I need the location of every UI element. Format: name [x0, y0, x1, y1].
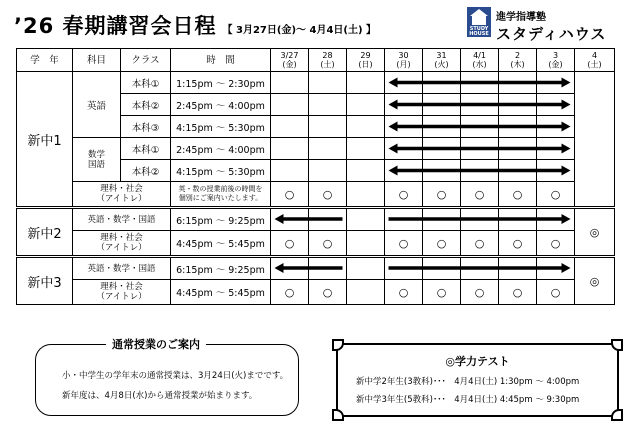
- circle-mark: ○: [537, 231, 575, 257]
- brand: [496, 8, 606, 44]
- day-header: 4 (土): [575, 49, 615, 72]
- page-title: [14, 10, 376, 36]
- subject-cell: 理科・社会 （アイトレ）: [73, 182, 171, 208]
- notice-line: 新年度は、4月8日(水)から通常授業が始まります。: [62, 391, 258, 401]
- circle-mark: ○: [309, 231, 347, 257]
- corner-decoration: [611, 339, 623, 351]
- regular-class-notice: [35, 338, 299, 416]
- corner-decoration: [332, 409, 344, 421]
- subject-cell: 英語: [73, 72, 121, 138]
- circle-mark: ○: [461, 280, 499, 305]
- time-cell: 4:45pm ～ 5:45pm: [171, 280, 271, 305]
- double-circle-mark: ◎: [575, 208, 615, 257]
- subject-cell: 英語・数学・国語: [73, 208, 171, 231]
- class-cell: 本科②: [121, 94, 171, 116]
- circle-mark: ○: [423, 182, 461, 208]
- time-cell: 6:15pm ～ 9:25pm: [171, 208, 271, 231]
- day-header: 31 (火): [423, 49, 461, 72]
- logo-text: STUDY HOUSE: [469, 26, 489, 37]
- test-title: ◎学力テスト: [445, 355, 510, 368]
- header-time: 時 間: [171, 49, 271, 72]
- circle-mark: ○: [309, 280, 347, 305]
- class-cell: 本科①: [121, 138, 171, 160]
- house-roof-icon: [470, 9, 488, 16]
- empty-cell: [575, 72, 615, 208]
- time-cell: 2:45pm ～ 4:00pm: [171, 138, 271, 160]
- double-circle-mark: ◎: [575, 257, 615, 305]
- circle-mark: ○: [385, 182, 423, 208]
- house-body-icon: [472, 16, 486, 25]
- circle-mark: ○: [385, 280, 423, 305]
- notice-title: 通常授業のご案内: [106, 336, 206, 352]
- header-grade: 学 年: [17, 49, 73, 72]
- corner-decoration: [332, 339, 344, 351]
- day-header: 30 (月): [385, 49, 423, 72]
- circle-mark: ○: [271, 280, 309, 305]
- circle-mark: ○: [499, 231, 537, 257]
- class-cell: 本科①: [121, 72, 171, 94]
- circle-mark: ○: [499, 182, 537, 208]
- circle-mark: ○: [271, 231, 309, 257]
- class-cell: 本科②: [121, 160, 171, 182]
- note-cell: 英・数の授業前後の時間を 個別にご案内いたします。: [171, 182, 271, 208]
- subject-cell: 英語・数学・国語: [73, 257, 171, 280]
- time-cell: 4:15pm ～ 5:30pm: [171, 160, 271, 182]
- grade-cell: 新中3: [17, 257, 73, 305]
- circle-mark: ○: [309, 182, 347, 208]
- time-cell: 4:15pm ～ 5:30pm: [171, 116, 271, 138]
- circle-mark: ○: [499, 280, 537, 305]
- subject-cell: 理科・社会 （アイトレ）: [73, 231, 171, 257]
- test-line: 新中学2年生(3教科)･･･ 4月4日(土) 1:30pm ～ 4:00pm: [356, 377, 580, 387]
- time-cell: 4:45pm ～ 5:45pm: [171, 231, 271, 257]
- grade-cell: 新中1: [17, 72, 73, 208]
- circle-mark: ○: [537, 280, 575, 305]
- time-cell: 2:45pm ～ 4:00pm: [171, 94, 271, 116]
- time-cell: 6:15pm ～ 9:25pm: [171, 257, 271, 280]
- circle-mark: ○: [537, 182, 575, 208]
- notice-line: 小・中学生の学年末の通常授業は、3月24日(火)までです。: [62, 371, 289, 381]
- grade-cell: 新中2: [17, 208, 73, 257]
- brand-line2: スタディハウス: [496, 25, 607, 43]
- day-header: 4/1 (水): [461, 49, 499, 72]
- schedule-table: [16, 48, 615, 305]
- subject-cell: 数学 国語: [73, 138, 121, 182]
- class-cell: 本科③: [121, 116, 171, 138]
- circle-mark: ○: [423, 231, 461, 257]
- circle-mark: ○: [461, 182, 499, 208]
- day-header: 3 (金): [537, 49, 575, 72]
- header-class: クラス: [121, 49, 171, 72]
- achievement-test-box: [336, 343, 619, 417]
- circle-mark: ○: [271, 182, 309, 208]
- day-header: 28 (土): [309, 49, 347, 72]
- circle-mark: ○: [385, 231, 423, 257]
- title-text: ’26 春期講習会日程: [14, 14, 217, 38]
- brand-line1: 進学指導塾: [496, 12, 546, 23]
- header-subject: 科目: [73, 49, 121, 72]
- title-dates: 【 3月27日(金)～ 4月4日(土) 】: [222, 25, 377, 36]
- subject-cell: 理科・社会 （アイトレ）: [73, 280, 171, 305]
- test-line: 新中学3年生(5教科)･･･ 4月4日(土) 4:45pm ～ 9:30pm: [356, 395, 580, 405]
- circle-mark: ○: [461, 231, 499, 257]
- day-header: 2 (木): [499, 49, 537, 72]
- day-header: 3/27 (金): [271, 49, 309, 72]
- time-cell: 1:15pm ～ 2:30pm: [171, 72, 271, 94]
- day-header: 29 (日): [347, 49, 385, 72]
- study-house-logo: [467, 7, 491, 37]
- corner-decoration: [611, 409, 623, 421]
- circle-mark: ○: [423, 280, 461, 305]
